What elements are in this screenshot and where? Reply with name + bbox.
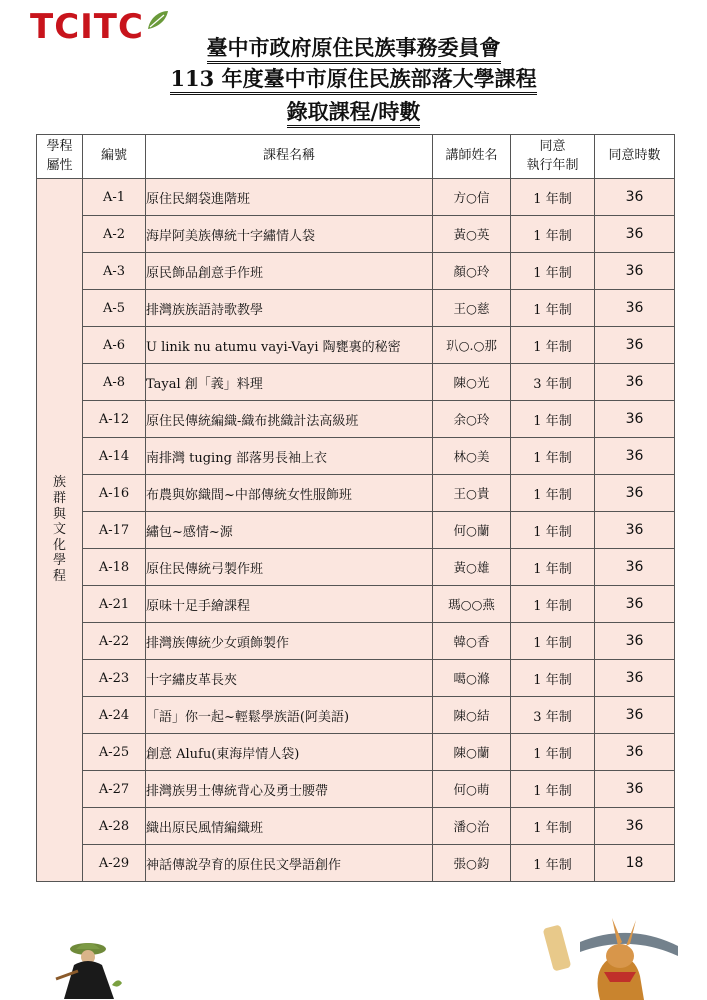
teacher-cell: 何○萌 <box>433 771 511 808</box>
course-name-cell: 排灣族男士傳統背心及勇士腰帶 <box>146 771 433 808</box>
table-row <box>37 253 675 290</box>
course-name-cell: 十字繡皮革長夾 <box>146 660 433 697</box>
course-name-cell: 神話傳說孕育的原住民文學語創作 <box>146 845 433 882</box>
course-name-cell: 原住民傳統編織-織布挑織計法高級班 <box>146 401 433 438</box>
period-cell: 1 年制 <box>511 771 595 808</box>
table-row <box>37 401 675 438</box>
teacher-cell: 黃○雄 <box>433 549 511 586</box>
title-agency: 臺中市政府原住民族事務委員會 <box>0 37 707 58</box>
hours-cell: 36 <box>595 216 675 253</box>
teacher-cell: 黃○英 <box>433 216 511 253</box>
period-cell: 1 年制 <box>511 808 595 845</box>
table-row <box>37 697 675 734</box>
hours-cell: 36 <box>595 364 675 401</box>
hours-cell: 36 <box>595 253 675 290</box>
period-cell: 3 年制 <box>511 697 595 734</box>
table-row <box>37 660 675 697</box>
period-cell: 1 年制 <box>511 438 595 475</box>
table-row <box>37 216 675 253</box>
table-row <box>37 586 675 623</box>
teacher-cell: 張○鈞 <box>433 845 511 882</box>
header-hours: 同意時數 <box>595 135 675 179</box>
period-cell: 1 年制 <box>511 253 595 290</box>
course-name-cell: 原住民網袋進階班 <box>146 179 433 216</box>
code-cell: A-2 <box>83 216 146 253</box>
code-cell: A-5 <box>83 290 146 327</box>
teacher-cell: 王○慈 <box>433 290 511 327</box>
hours-cell: 36 <box>595 475 675 512</box>
course-name-cell: 海岸阿美族傳統十字繡情人袋 <box>146 216 433 253</box>
hours-cell: 36 <box>595 586 675 623</box>
table-row <box>37 512 675 549</box>
teacher-cell: 何○蘭 <box>433 512 511 549</box>
teacher-cell: 顏○玲 <box>433 253 511 290</box>
code-cell: A-22 <box>83 623 146 660</box>
code-cell: A-14 <box>83 438 146 475</box>
course-name-cell: 排灣族傳統少女頭飾製作 <box>146 623 433 660</box>
course-name-cell: 原民飾品創意手作班 <box>146 253 433 290</box>
table-row <box>37 845 675 882</box>
hours-cell: 36 <box>595 734 675 771</box>
code-cell: A-24 <box>83 697 146 734</box>
code-cell: A-1 <box>83 179 146 216</box>
course-name-cell: 原住民傳統弓製作班 <box>146 549 433 586</box>
table-row <box>37 549 675 586</box>
teacher-cell: 韓○香 <box>433 623 511 660</box>
hours-cell: 36 <box>595 697 675 734</box>
course-name-cell: 「語」你一起~輕鬆學族語(阿美語) <box>146 697 433 734</box>
header-course-name: 課程名稱 <box>146 135 433 179</box>
period-cell: 1 年制 <box>511 845 595 882</box>
hours-cell: 36 <box>595 623 675 660</box>
period-cell: 1 年制 <box>511 512 595 549</box>
table-row <box>37 475 675 512</box>
table-row <box>37 290 675 327</box>
course-name-cell: 排灣族族語詩歌教學 <box>146 290 433 327</box>
hours-cell: 18 <box>595 845 675 882</box>
period-cell: 1 年制 <box>511 216 595 253</box>
teacher-cell: 陳○蘭 <box>433 734 511 771</box>
leaf-icon <box>146 9 170 31</box>
table-row <box>37 771 675 808</box>
teacher-cell: 王○貴 <box>433 475 511 512</box>
teacher-cell: 潘○治 <box>433 808 511 845</box>
teacher-cell: 陳○光 <box>433 364 511 401</box>
period-cell: 1 年制 <box>511 586 595 623</box>
header-category: 學程屬性 <box>37 135 83 179</box>
code-cell: A-3 <box>83 253 146 290</box>
code-cell: A-12 <box>83 401 146 438</box>
table-row <box>37 734 675 771</box>
header-code: 編號 <box>83 135 146 179</box>
course-name-cell: 創意 Alufu(東海岸情人袋) <box>146 734 433 771</box>
code-cell: A-18 <box>83 549 146 586</box>
period-cell: 1 年制 <box>511 549 595 586</box>
hours-cell: 36 <box>595 179 675 216</box>
period-cell: 1 年制 <box>511 475 595 512</box>
hours-cell: 36 <box>595 512 675 549</box>
period-cell: 3 年制 <box>511 364 595 401</box>
hours-cell: 36 <box>595 290 675 327</box>
period-cell: 1 年制 <box>511 401 595 438</box>
period-cell: 1 年制 <box>511 734 595 771</box>
table-row <box>37 623 675 660</box>
teacher-cell: 噶○滌 <box>433 660 511 697</box>
hours-cell: 36 <box>595 327 675 364</box>
hours-cell: 36 <box>595 549 675 586</box>
rabbit-scroll-illustration <box>540 912 680 1000</box>
code-cell: A-21 <box>83 586 146 623</box>
header-period: 同意 執行年制 <box>511 135 595 179</box>
teacher-cell: 余○玲 <box>433 401 511 438</box>
course-name-cell: 繡包~感情~源 <box>146 512 433 549</box>
course-name-cell: 織出原民風情編織班 <box>146 808 433 845</box>
code-cell: A-17 <box>83 512 146 549</box>
hours-cell: 36 <box>595 438 675 475</box>
code-cell: A-6 <box>83 327 146 364</box>
period-cell: 1 年制 <box>511 179 595 216</box>
table-row <box>37 438 675 475</box>
category-cell: 族群與文化學程 <box>37 179 83 882</box>
code-cell: A-23 <box>83 660 146 697</box>
teacher-cell: 玐○.○那 <box>433 327 511 364</box>
title-section: 錄取課程/時數 <box>0 101 707 122</box>
teacher-cell: 瑪○○燕 <box>433 586 511 623</box>
course-name-cell: Tayal 創「義」料理 <box>146 364 433 401</box>
teacher-cell: 陳○結 <box>433 697 511 734</box>
code-cell: A-28 <box>83 808 146 845</box>
code-cell: A-8 <box>83 364 146 401</box>
table-row <box>37 327 675 364</box>
period-cell: 1 年制 <box>511 623 595 660</box>
code-cell: A-29 <box>83 845 146 882</box>
table-row <box>37 808 675 845</box>
logo-text: TCITC <box>30 7 144 47</box>
hunter-illustration <box>48 935 130 1000</box>
hours-cell: 36 <box>595 808 675 845</box>
table-header-row <box>37 135 675 179</box>
hours-cell: 36 <box>595 771 675 808</box>
period-cell: 1 年制 <box>511 660 595 697</box>
teacher-cell: 方○信 <box>433 179 511 216</box>
hours-cell: 36 <box>595 401 675 438</box>
table-row <box>37 179 675 216</box>
code-cell: A-16 <box>83 475 146 512</box>
header-teacher: 講師姓名 <box>433 135 511 179</box>
course-table <box>36 134 675 882</box>
course-name-cell: 南排灣 tuging 部落男長袖上衣 <box>146 438 433 475</box>
course-name-cell: 原味十足手繪課程 <box>146 586 433 623</box>
course-name-cell: 布農與妳織間~中部傳統女性服飾班 <box>146 475 433 512</box>
hours-cell: 36 <box>595 660 675 697</box>
title-program: 113 年度臺中市原住民族部落大學課程 <box>0 68 707 89</box>
code-cell: A-25 <box>83 734 146 771</box>
period-cell: 1 年制 <box>511 290 595 327</box>
teacher-cell: 林○美 <box>433 438 511 475</box>
period-cell: 1 年制 <box>511 327 595 364</box>
course-name-cell: U linik nu atumu vayi-Vayi 陶甕裏的秘密 <box>146 327 433 364</box>
table-row <box>37 364 675 401</box>
code-cell: A-27 <box>83 771 146 808</box>
